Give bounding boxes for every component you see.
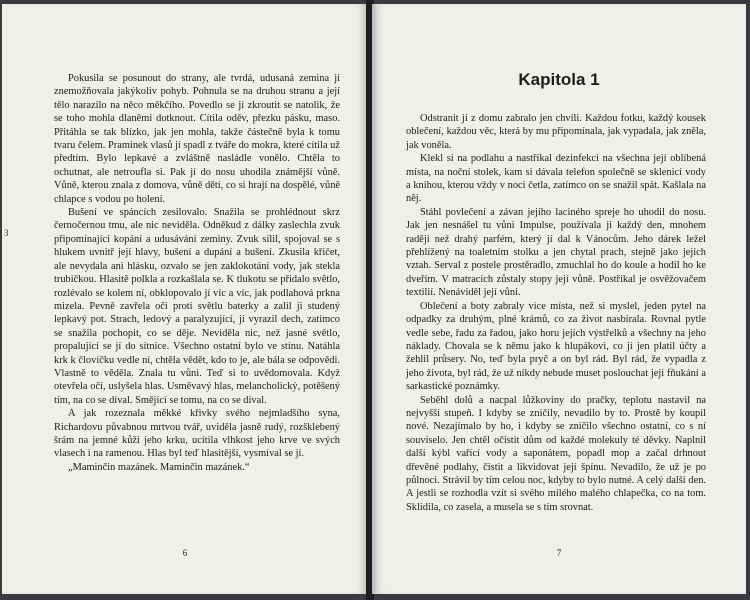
page-number: 7 bbox=[556, 548, 562, 558]
paragraph: Stáhl povlečení a závan jejího laciného spreje ho uhodil do nosu. Jak jen nesnášel tu vůni Impulse, používala ji každý den, mnohem raději než drahý parfém, který jí dal k Vánocům. Jeho dárek ležel přehlížený na toaletním stolku a jen chytal prach, stejně jako jejích vztah. Serval z postele prostěradlo, zmuchlal ho do koule a hodil ho ke dveřím. V matracích zůstaly stopy její vůně. Postříkal je osvěžovačem textilií. Nenáviděl její vůni. bbox=[406, 206, 706, 299]
left-page bbox=[2, 4, 368, 594]
right-page-body bbox=[406, 112, 706, 514]
paragraph: A jak rozeznala měkké křivky svého nejmladšího syna, Richardovu půvabnou mrtvou tvář, uviděla jasně rudý, rozšklebený šrám na jemné kůži jeho krku, ucítila vlhkost jeho krve ve svých vlasech i na ramenou. Hlas byl teď hlasitější, vysmíval se jí. bbox=[54, 408, 340, 460]
chapter-title: Kapitola 1 bbox=[518, 70, 600, 89]
paragraph: Seběhl dolů a nacpal lůžkoviny do pračky, teplotu nastavil na nejvyšší stupeň. I kdyby se zničily, nevadilo by to. Prostě by koupil nové. Nezajímalo by ho, i kdyby se zničilo všechno ostatní, co s ní souviselo. Jen chtěl očistit dům od každé molekuly té děvky. Naplnil další kýbl vařící vody a saponátem, popadl mop a začal drhnout dřevěné podlahy, čistit a likvidovat její špínu. Nevadilo, že už je po půlnoci. Strávil by tím celou noc, kdyby to bylo nutné. A celý další den. A jestli se rozhodla vzít si svého milého malého chlapečka, co na tom. Sklidila, co zasela, a musela se s tím srovnat. bbox=[406, 394, 706, 513]
paragraph: Odstranit ji z domu zabralo jen chvíli. Každou fotku, každý kousek oblečení, každou věc, která by mu připomínala, jak vypadala, jak zněla, jak voněla. bbox=[406, 113, 706, 151]
page-number: 6 bbox=[182, 548, 188, 558]
margin-mark: 3 bbox=[4, 228, 9, 238]
paragraph: Bušení ve spáncích zesilovalo. Snažila se prohlédnout skrz černočernou tmu, ale nic neviděla. Odněkud z dálky zaslechla zvuk připomínající kopání a udusávání zeminy. Zvuk sílil, spojoval se s hlukem uvnitř její hlavy, bušení a dupání a bušení. Zkusila křičet, ale nevydala ani hlásku, ozvalo se jen zaklokotání vody, jak stekla trubičkou. Hlasitě polkla a rozkašlala se. K tlukotu se přidalo světlo, rozlévalo se kolem ní, obklopovalo jí víc a víc, jak podlahová prkna mizela. Pevně zavřela oči proti světlu baterky a zalil ji studený lepkavý pot. Strach, ledový a paralyzující, jí vyrazil dech, zatímco se snažila pochopit, co se děje. Neviděla nic, než jasné světlo, propalující se jí do sítnice. Všechno ostatní bylo ve stínu. Natáhla krk k človíčku vedle ní, chtěla vědět, kdo to je, ale bála se odpovědi. Vlastně to věděla. Znala tu vůni. Teď si to uvědomovala. Když otevřela oči, uslyšela hlas. Usměvavý hlas, melancholický, potěšený tím, na co se díval. Smějící se tomu, na co se díval. bbox=[54, 207, 340, 406]
left-page-body bbox=[54, 72, 340, 474]
paragraph: Oblečení a boty zabraly více místa, než si myslel, jeden pytel na odpadky za druhým, plné krámů, co za život nasbírala. Rovnal pytle vedle sebe, řadu za řadou, jako horu jejích výstřelků a všechny na jeho náklady. Chovala se k němu jako k hlupákovi, co jí jen platil účty a žehlil průsery. No, teď byla pryč a on byl rád. Byl rád, že vypadla z jeho života, byl rád, že už nikdy nebude muset poslouchat její fňukání a sarkastické poznámky. bbox=[406, 300, 706, 393]
right-page bbox=[372, 4, 746, 594]
paragraph: „Maminčin mazánek. Maminčin mazánek.“ bbox=[68, 461, 250, 473]
paragraph: Pokusila se posunout do strany, ale tvrdá, udusaná zemina jí znemožňovala jakýkoliv pohyb. Pohnula se na druhou stranu a její tělo narazilo na něco měkčího. Povedlo se jí zkroutit se natolik, že se toho mohla dlaněmi dotknout. Cítila oděv, přezku pásku, maso. Přitáhla se tak blízko, jak jen mohla, takže částečně byla k tomu tvaru čelem. Praminek vlasů jí spadl z tváře do mokra, které cítila už předtím. Bylo lepkavé a zvláštně nasládle vonělo. Chtěla to ochutnat, ale netroufla si. Pak jí do nosu uhodila známější vůně. Vůně, kterou znala z domova, vůně dětí, co si hrají na dospělé, vůně chlapce s vodou po holení. bbox=[54, 73, 340, 205]
paragraph: Klekl si na podlahu a nastříkal dezinfekci na všechna její oblíbená místa, na noční stolek, kam si dávala telefon společně se sklenicí vody a knihou, kterou vždy v noci četla, zatímco on se snažil spát. Kašlala na něj. bbox=[406, 153, 706, 205]
